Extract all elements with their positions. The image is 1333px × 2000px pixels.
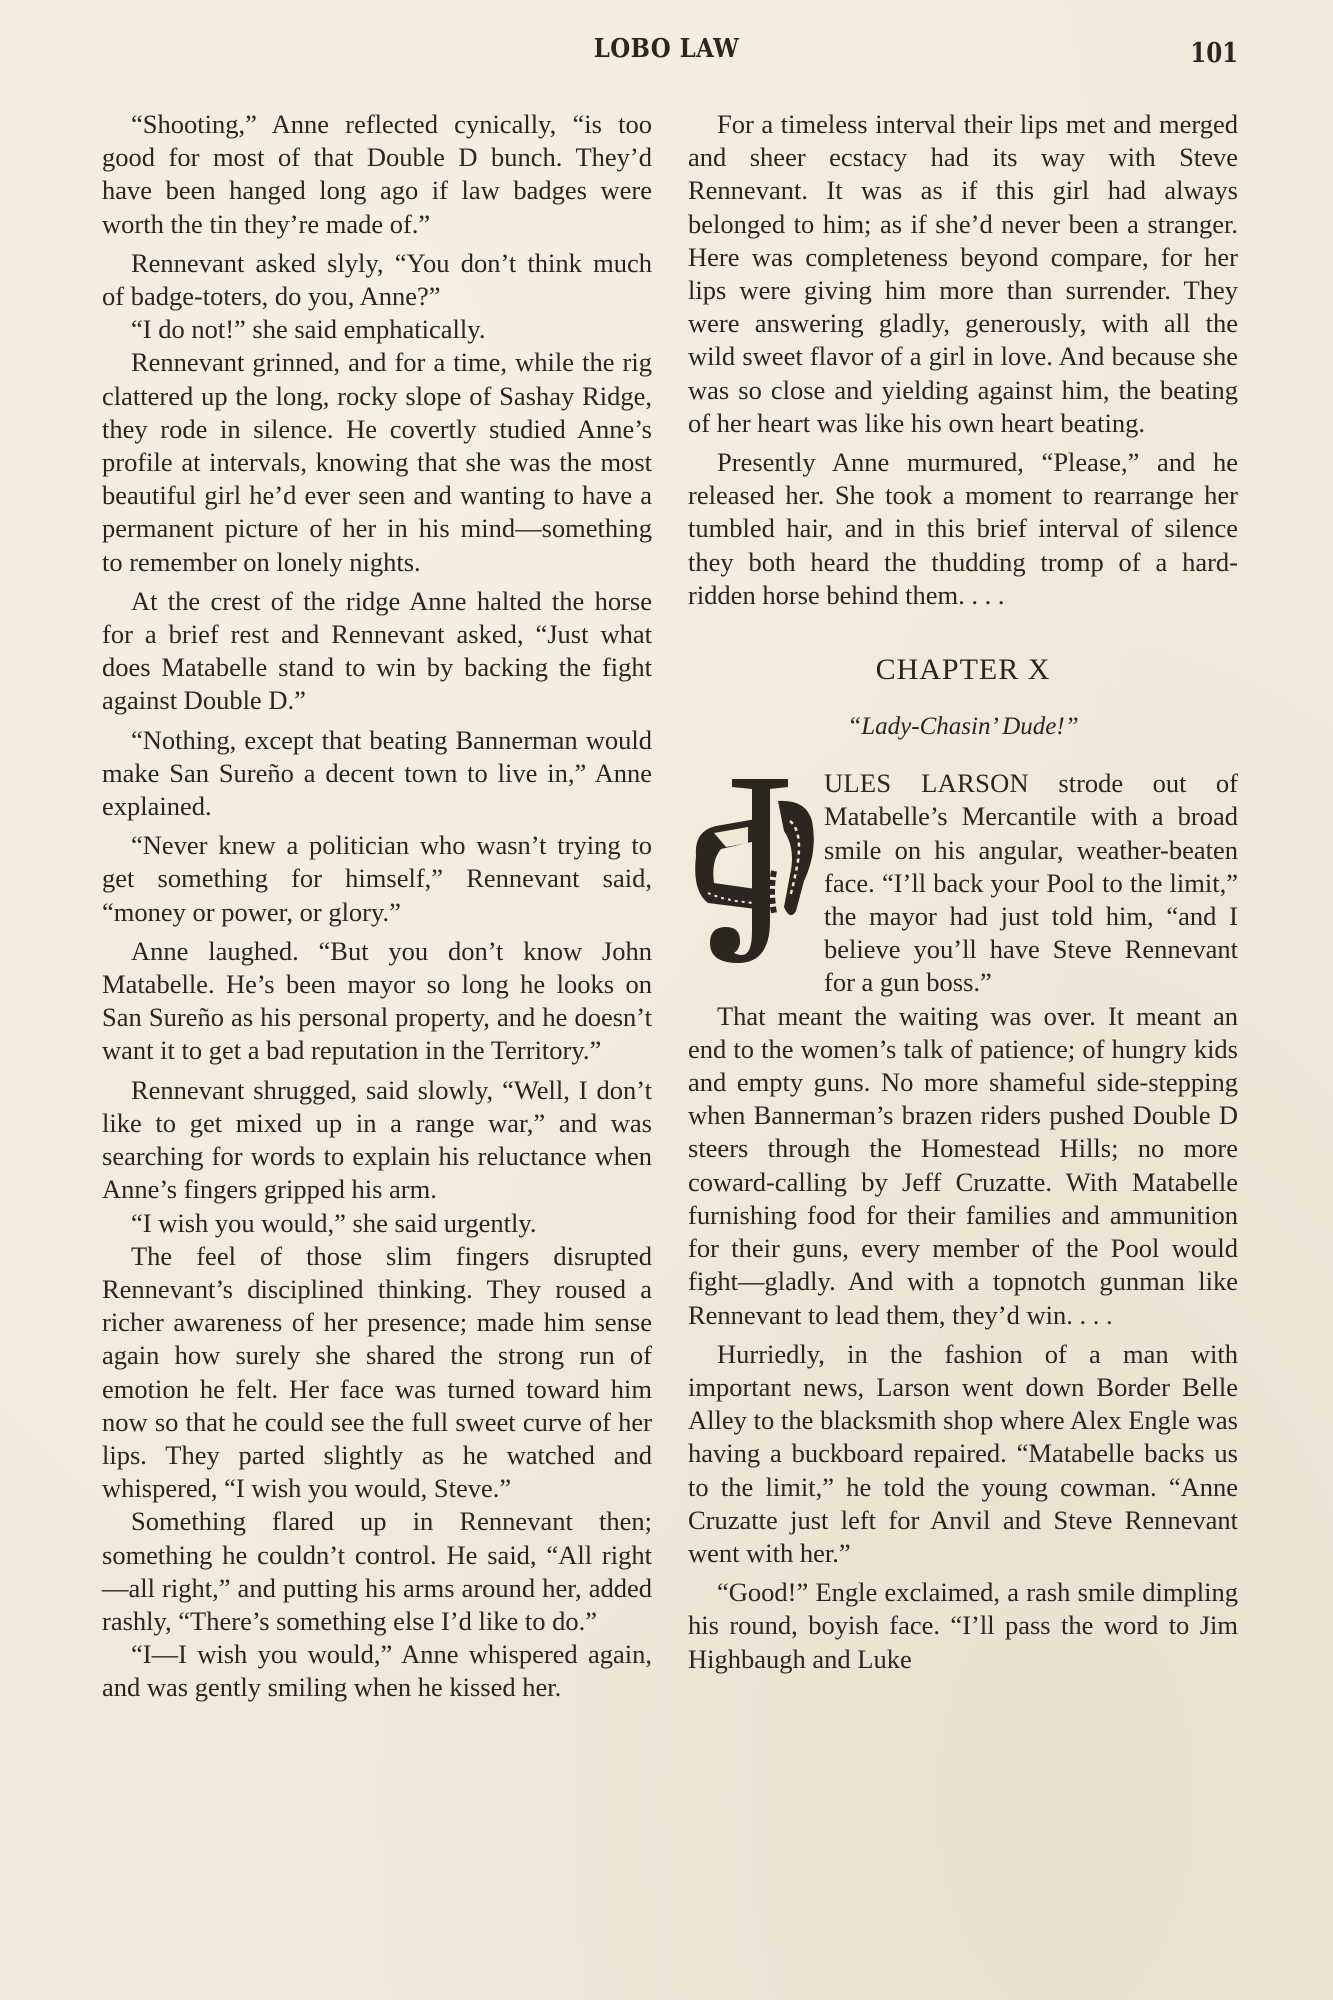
paragraph: “I—I wish you would,” Anne whispered again, and was gently smiling when he kissed her. bbox=[102, 1639, 652, 1703]
left-column bbox=[102, 108, 652, 1711]
right-column bbox=[688, 108, 1238, 1682]
running-title: LOBO LAW bbox=[593, 34, 740, 64]
paragraph: Rennevant shrugged, said slowly, “Well, I don’t like to get mixed up in a range war,” and was searching for words to explain his reluctance when Anne’s fingers gripped his arm. bbox=[102, 1074, 652, 1205]
chapter-opening-text: strode out of Matabelle’s Mercantile with a broad smile on his angular, weather-beaten face. “I’ll back your Pool to the limit,” the mayor had just told him, “and I believe you’ll have Steve Rennevant for a gun boss.” bbox=[824, 768, 1238, 998]
paragraph: “I do not!” she said emphatically. bbox=[131, 314, 486, 345]
paragraph: Hurriedly, in the fashion of a man with important news, Larson went down Border Belle Alley to the blacksmith shop where Alex Engle was having a buckboard repaired. “Matabelle backs us to the limit,” he told the young cowman. “Anne Cruzatte just left for Anvil and Steve Rennevant went with her.” bbox=[688, 1338, 1238, 1568]
paragraph: The feel of those slim fingers disrupted Rennevant’s disciplined thinking. They roused a richer awareness of her presence; made him sense again how surely she shared the strong run of emotion he felt. Her face was turned toward him now so that he could see the full sweet curve of her lips. They parted slightly as he watched and whispered, “I wish you would, Steve.” bbox=[102, 1240, 652, 1504]
chapter-opening-caps: ULES LARSON bbox=[824, 768, 1029, 799]
paragraph: Rennevant grinned, and for a time, while the rig clattered up the long, rocky slope of Sashay Ridge, they rode in silence. He covertly studied Anne’s profile at intervals, knowing that she was the most beautiful girl he’d ever seen and wanting to have a permanent picture of her in his mind—something to remember on lonely nights. bbox=[102, 347, 652, 577]
paragraph: Rennevant asked slyly, “You don’t think much of badge-toters, do you, Anne?” bbox=[102, 247, 652, 312]
paragraph: “I wish you would,” she said urgently. bbox=[131, 1207, 537, 1238]
paragraph: That meant the waiting was over. It meant an end to the women’s talk of patience; of hungry kids and empty guns. No more shameful side-stepping when Bannerman’s brazen riders pushed Double D steers through the Homestead Hills; no more coward-calling by Jeff Cruzatte. With Matabelle furnishing food for their families and ammunition for their guns, every member of the Pool would fight—gladly. And with a topnotch gunman like Rennevant to lead them, they’d win. . . . bbox=[688, 1000, 1238, 1330]
chapter-subtitle: “Lady-Chasin’ Dude!” bbox=[847, 713, 1079, 741]
paragraph: “Good!” Engle exclaimed, a rash smile dimpling his round, boyish face. “I’ll pass the word to Jim Highbaugh and Luke bbox=[688, 1577, 1238, 1674]
paragraph: “Nothing, except that beating Bannerman would make San Sureño a decent town to live in,” Anne explained. bbox=[102, 724, 652, 822]
paragraph: At the crest of the ridge Anne halted the horse for a brief rest and Rennevant asked, “Just what does Matabelle stand to win by backing the fight against Double D.” bbox=[102, 585, 652, 716]
paragraph: “Shooting,” Anne reflected cynically, “is too good for most of that Double D bunch. They’d have been hanged long ago if law badges were worth the tin they’re made of.” bbox=[102, 109, 652, 239]
ornamental-dropcap-j-icon bbox=[686, 771, 816, 967]
paragraph: For a timeless interval their lips met and merged and sheer ecstacy had its way with Steve Rennevant. It was as if this girl had always belonged to him; as if she’d never been a stranger. Here was completeness beyond compare, for her lips were giving him more than surrender. They were answering gladly, generously, with all the wild sweet flavor of a girl in love. And because she was so close and yielding against him, the beating of her heart was like his own heart beating. bbox=[688, 109, 1238, 438]
running-head bbox=[0, 34, 1333, 74]
chapter-opening-paragraph bbox=[688, 767, 1238, 999]
page-number: 101 bbox=[1190, 38, 1239, 69]
paragraph: Something flared up in Rennevant then; something he couldn’t control. He said, “All right—all right,” and putting his arms around her, added rashly, “There’s something else I’d like to do.” bbox=[102, 1506, 652, 1636]
paragraph: Presently Anne murmured, “Please,” and he released her. She took a moment to rearrange her tumbled hair, and in this brief interval of silence they both heard the thudding tromp of a hard-ridden horse behind them. . . . bbox=[688, 447, 1238, 610]
chapter-heading: CHAPTER X bbox=[875, 653, 1051, 687]
paragraph: “Never knew a politician who wasn’t trying to get something for himself,” Rennevant said, “money or power, or glory.” bbox=[102, 830, 652, 927]
paragraph: Anne laughed. “But you don’t know John Matabelle. He’s been mayor so long he looks on San Sureño as his personal property, and he doesn’t want it to get a bad reputation in the Territory.” bbox=[102, 935, 652, 1066]
